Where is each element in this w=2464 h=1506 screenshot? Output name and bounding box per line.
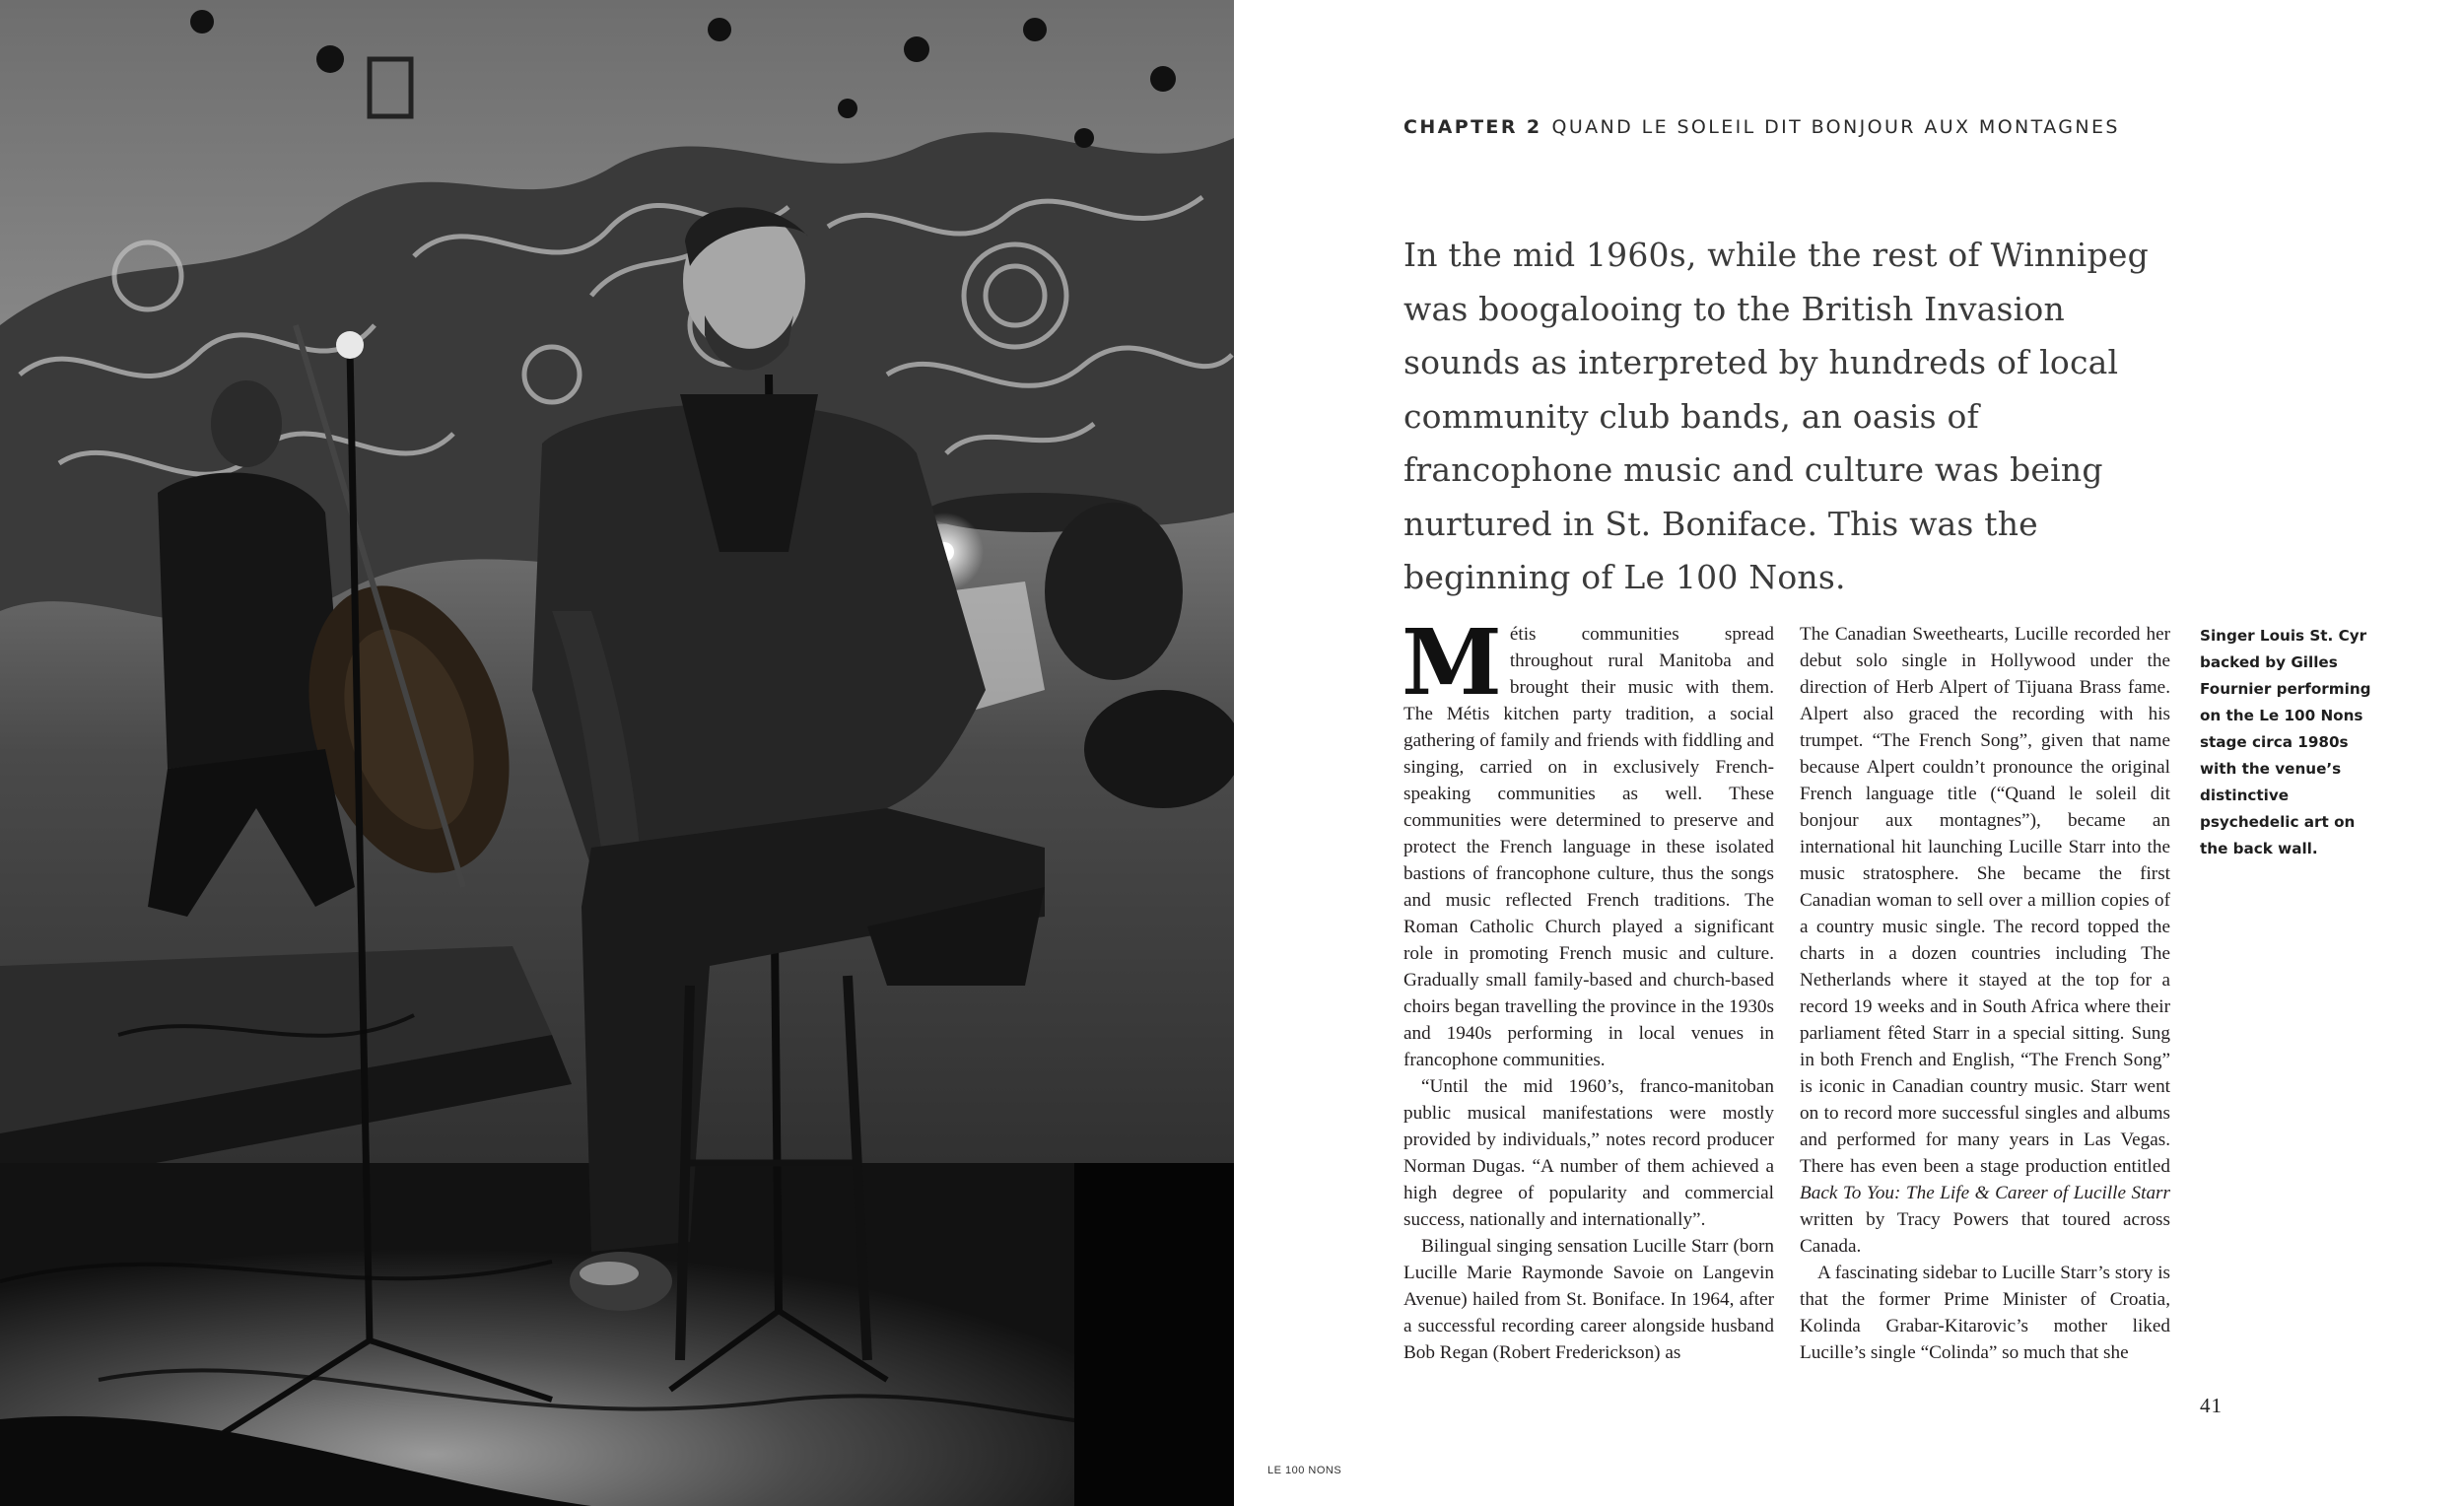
left-page-folio: LE 100 NONS [1267, 1465, 1342, 1476]
body-column-1 [1402, 609, 1774, 1366]
body-paragraph-text: written by Tracy Powers that toured across Canada. [1800, 1209, 2170, 1257]
page-number: 41 [2200, 1394, 2223, 1417]
chapter-title: QUAND LE SOLEIL DIT BONJOUR AUX MONTAGNES [1551, 116, 2120, 138]
chapter-label: CHAPTER 2 [1403, 116, 1542, 138]
body-text-columns [1402, 609, 2170, 1363]
book-title: Back To You: The Life & Career of Lucille Starr [1800, 1183, 2170, 1203]
body-paragraph: “Until the mid 1960’s, franco-manitoban public musical manifestations were mostly provided by individuals,” notes record producer Norman Dugas. “A number of them achieved a high degree of popularity and commercial success, nationally and internationally”. [1403, 1076, 1774, 1230]
body-paragraph [1800, 621, 2170, 1260]
body-column-2 [1800, 621, 2170, 1366]
body-paragraph-text: The Canadian Sweethearts, Lucille recorded her debut solo single in Hollywood under the direction of Herb Alpert of Tijuana Brass fame. Alpert also graced the recording with his trumpet. “The French Song”, given that name because Alpert couldn’t pronounce the original French language title (“Quand le soleil dit bonjour aux montagnes”), became an international hit launching Lucille Starr into the music stratosphere. She became the first Canadian woman to sell over a million copies of a country music single. The record topped the charts in a dozen countries including The Netherlands where it stayed at the top for a record 19 weeks and in South Africa where their parliament fêted Starr in a special sitting. Sung in both French and English, “The French Song” is iconic in Canadian country music. Starr went on to record more successful singles and albums and performed for many years in Las Vegas. There has even been a stage production entitled [1800, 624, 2170, 1177]
body-paragraph: Bilingual singing sensation Lucille Starr (born Lucille Marie Raymonde Savoie on Langevin Avenue) hailed from St. Boniface. In 1964, after a successful recording career alongside husband Bob Regan (Robert Frederickson) as [1403, 1236, 1774, 1363]
drop-cap: M [1402, 609, 1502, 716]
photo-caption: Singer Louis St. Cyr backed by Gilles Fournier performing on the Le 100 Nons stage circa 1980s with the venue’s distinctive psychedelic art on the back wall. [2200, 627, 2371, 857]
running-head [1403, 116, 2120, 138]
intro-paragraph: In the mid 1960s, while the rest of Winnipeg was boogalooing to the British Invasion sounds as interpreted by hundreds of local community club bands, an oasis of francophone music and culture was being nurtured in St. Boniface. This was the beginning of Le 100 Nons. [1403, 236, 2149, 596]
body-paragraph-text: étis communities spread throughout rural Manitoba and brought their music with them. The Métis kitchen party tradition, a social gathering of family and friends with fiddling and singing, carried on in exclusively French-speaking communities as well. These communities were determined to preserve and protect the French language in these isolated bastions of francophone culture, thus the songs and music reflected French traditions. The Roman Catholic Church played a significant role in promoting French music and culture. Gradually small family-based and church-based choirs began travelling the province in the 1930s and 1940s performing in local venues in francophone communities. [1403, 624, 1774, 1070]
body-paragraph: A fascinating sidebar to Lucille Starr’s story is that the former Prime Minister of Croatia, Kolinda Grabar-Kitarovic’s mother liked Lucille’s single “Colinda” so much that she [1800, 1263, 2170, 1363]
body-paragraph [1402, 609, 1774, 1073]
